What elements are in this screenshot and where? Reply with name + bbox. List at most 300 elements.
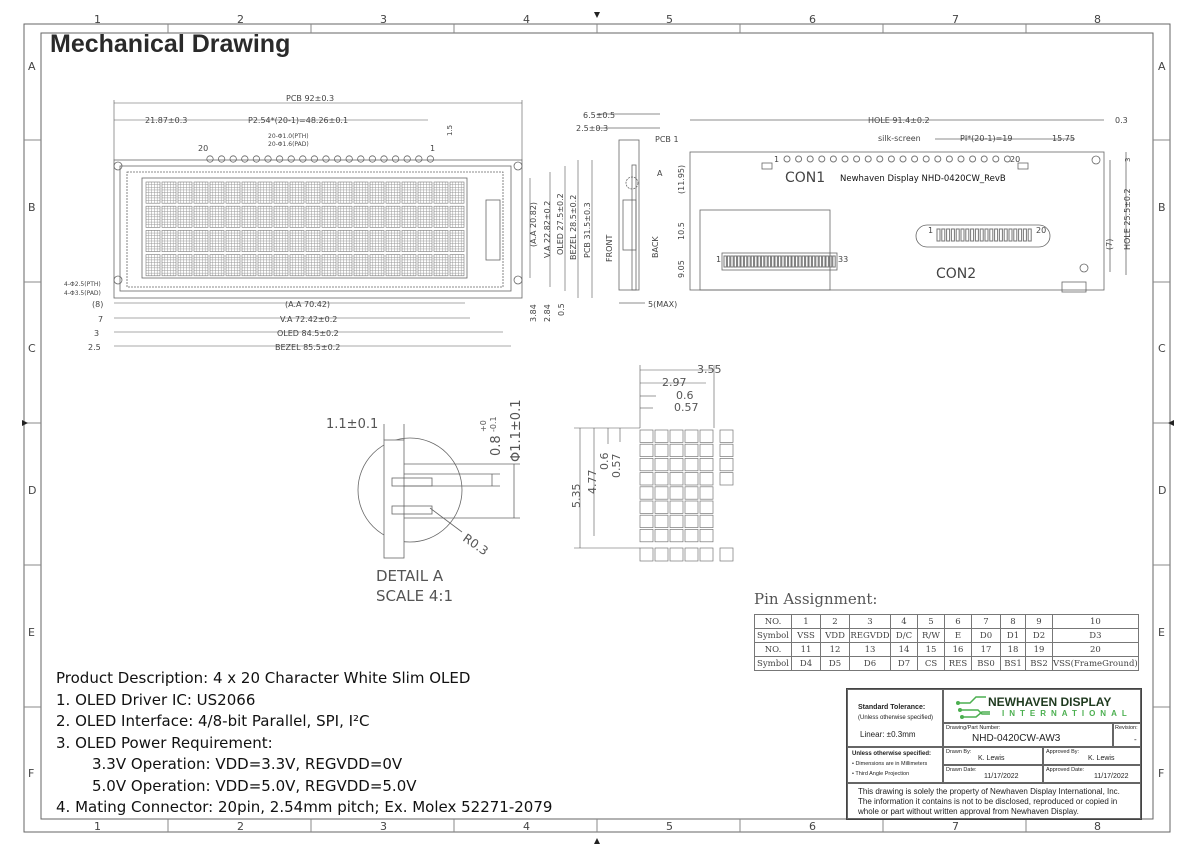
fpc-pad — [738, 256, 740, 267]
char-dot — [700, 458, 713, 470]
pin-hole — [276, 156, 282, 162]
pin-table-cell: D4 — [792, 657, 821, 671]
adjacent-dot — [720, 430, 733, 442]
dim-15-75: 15.75 — [1052, 134, 1075, 143]
pin-table-cell: D/C — [891, 629, 918, 643]
fpc-pad — [795, 256, 797, 267]
fpc-pad — [789, 256, 791, 267]
dim-4-77: 4.77 — [586, 469, 599, 494]
char-dim-labels — [570, 363, 722, 508]
pin-table-cell: 10 — [1053, 615, 1139, 629]
pin-table-cell: BS1 — [1001, 657, 1026, 671]
dim-hole-width: HOLE 91.4±0.2 — [868, 116, 930, 125]
grid-col-label: 1 — [94, 820, 101, 833]
fpc-pad — [806, 256, 808, 267]
cursor-dot — [670, 548, 683, 561]
pin-hole — [807, 156, 813, 162]
pin-hole — [865, 156, 871, 162]
con2-pad — [956, 229, 959, 241]
pin-hole — [993, 156, 999, 162]
char-dot — [700, 430, 713, 442]
pin-table-cell: 19 — [1026, 643, 1053, 657]
fpc-pad — [724, 256, 726, 267]
cursor-dot — [640, 548, 653, 561]
dim-pcb-width: PCB 92±0.3 — [286, 94, 335, 103]
dim-5max: 5(MAX) — [648, 300, 678, 309]
pin-hole — [265, 156, 271, 162]
pin-table-cell: D1 — [1001, 629, 1026, 643]
dim-2-5: 2.5±0.3 — [576, 124, 609, 133]
detail-a-labels — [326, 400, 524, 605]
pin-hole — [416, 156, 422, 162]
revision-label: Revision: — [1115, 725, 1138, 731]
unless-label: (Unless otherwise specified) — [858, 715, 934, 721]
pin-table-row — [755, 657, 1139, 671]
pin-table-cell: 15 — [918, 643, 945, 657]
char-dot — [700, 444, 713, 456]
desc-line: 3.3V Operation: VDD=3.3V, REGVDD=0V — [92, 755, 403, 773]
fpc-connector-pads — [724, 256, 835, 267]
dim-pad: 20-Φ1.6(PAD) — [268, 141, 309, 148]
pin-hole — [888, 156, 894, 162]
fpc-pad — [741, 256, 743, 267]
adjacent-dot — [720, 473, 733, 485]
con2-pad — [990, 229, 993, 241]
pin-hole — [369, 156, 375, 162]
dim-pth4: 4-Φ2.5(PTH) — [64, 281, 101, 288]
pin-table-cell: 20 — [1053, 643, 1139, 657]
char-dot — [640, 473, 653, 485]
part-number: NHD-0420CW-AW3 — [972, 733, 1061, 744]
fpc-pad — [755, 256, 757, 267]
pin-hole — [230, 156, 236, 162]
pin-20-label: 20 — [198, 144, 209, 153]
pin-table-cell: 16 — [945, 643, 972, 657]
char-dot — [640, 487, 653, 499]
dim-bezel-height: BEZEL 28.5±0.2 — [569, 194, 578, 260]
grid-row-label: D — [1158, 484, 1167, 497]
grid-col-label: 3 — [380, 13, 387, 26]
con1-label: CON1 — [785, 170, 826, 186]
char-dot — [640, 501, 653, 513]
units-note: • Dimensions are in Millimeters — [852, 761, 928, 767]
char-dot — [685, 430, 698, 442]
grid-col-label: 4 — [523, 820, 530, 833]
con1-pin1: 1 — [774, 155, 780, 164]
board-label: Newhaven Display NHD-0420CW_RevB — [840, 174, 1006, 184]
pin-hole — [946, 156, 952, 162]
front-dim-lines — [114, 100, 592, 346]
pin-table-cell: R/W — [918, 629, 945, 643]
dim-pitch: P2.54*(20-1)=48.26±0.1 — [248, 116, 349, 125]
grid-col-label: 7 — [952, 820, 959, 833]
pin-hole — [935, 156, 941, 162]
dim-7: (7) — [1105, 238, 1114, 250]
char-dot — [685, 501, 698, 513]
con2-pad — [961, 229, 964, 241]
pin-hole — [958, 156, 964, 162]
dim-0-57: 0.57 — [674, 401, 699, 414]
dim-10-5: 10.5 — [677, 222, 686, 240]
revision-cell — [1113, 723, 1141, 747]
pin-hole — [288, 156, 294, 162]
dim-oled-width: OLED 84.5±0.2 — [277, 329, 339, 338]
dim-1-5: 1.5 — [446, 124, 454, 136]
dim-5-35: 5.35 — [570, 483, 583, 508]
grid-row-label: C — [1158, 342, 1166, 355]
char-cell-dots — [640, 430, 733, 561]
pin-hole — [842, 156, 848, 162]
pin-hole — [912, 156, 918, 162]
desc-line: Product Description: 4 x 20 Character White Slim OLED — [56, 669, 471, 687]
approved-date-value: 11/17/2022 — [1094, 773, 1129, 780]
desc-line: 5.0V Operation: VDD=5.0V, REGVDD=5.0V — [92, 776, 417, 795]
con2-pad — [1019, 229, 1022, 241]
char-dot — [655, 458, 668, 470]
grid-row-label: B — [28, 201, 36, 214]
pin-table-cell: D5 — [821, 657, 850, 671]
char-dot — [670, 458, 683, 470]
brand-sub: INTERNATIONAL — [1002, 709, 1132, 718]
pin-hole — [404, 156, 410, 162]
side-dim-labels — [576, 111, 686, 309]
dim-va-height: V.A 22.82±0.2 — [543, 200, 552, 258]
char-dot — [670, 501, 683, 513]
pin-hole — [981, 156, 987, 162]
char-dot — [670, 515, 683, 527]
char-dot — [685, 487, 698, 499]
pin-table-cell: 9 — [1026, 615, 1053, 629]
dim-pi: PI*(20-1)=19 — [960, 134, 1013, 143]
pin-table-cell: 14 — [891, 643, 918, 657]
desc-line: 4. Mating Connector: 20pin, 2.54mm pitch; Ex. Molex 52271-2079 — [56, 798, 553, 816]
notice-line: The information it contains is not to be disclosed, reproduced or copied in — [858, 797, 1118, 806]
pin-table-cell: D2 — [1026, 629, 1053, 643]
brand-name: NEWHAVEN DISPLAY — [988, 695, 1112, 709]
grid-col-label: 8 — [1094, 820, 1101, 833]
dim-hole-height: HOLE 25.5±0.2 — [1123, 188, 1132, 250]
pin-table-cell: BS2 — [1026, 657, 1053, 671]
fpc-pad — [816, 256, 818, 267]
grid-col-label: 5 — [666, 820, 673, 833]
mount-hole-bl — [114, 276, 122, 284]
pin-hole — [970, 156, 976, 162]
adjacent-dot — [720, 548, 733, 561]
page-title: Mechanical Drawing — [50, 30, 291, 58]
cursor-dot — [685, 548, 698, 561]
pin-table-cell: 5 — [918, 615, 945, 629]
notice-line: This drawing is solely the property of Newhaven Display International, Inc. — [858, 787, 1120, 796]
approved-date-cell — [1043, 765, 1141, 783]
con2-pads — [937, 229, 1031, 241]
drawn-by-value: K. Lewis — [978, 755, 1005, 762]
grid-col-label: 6 — [809, 820, 816, 833]
con2-pin1: 1 — [928, 226, 934, 235]
con2-pad — [966, 229, 969, 241]
pin-table-cell: NO. — [755, 615, 792, 629]
grid-row-label: F — [28, 767, 35, 780]
pin-table-cell: 6 — [945, 615, 972, 629]
approved-by-cell — [1043, 747, 1141, 765]
pin-hole — [207, 156, 213, 162]
detail-a-marker: A — [657, 169, 663, 178]
fpc-pad — [761, 256, 763, 267]
fpc-pad — [782, 256, 784, 267]
pin-table-cell: E — [945, 629, 972, 643]
dim-bezel-width: BEZEL 85.5±0.2 — [275, 343, 341, 352]
con2-pad — [985, 229, 988, 241]
character-matrix — [146, 182, 464, 276]
con2-label: CON2 — [936, 266, 977, 282]
pin-table-cell: BS0 — [972, 657, 1001, 671]
pin-table-cell: Symbol — [755, 657, 792, 671]
back-view — [690, 120, 1126, 292]
pin-table-cell: D3 — [1053, 629, 1139, 643]
dim-0-3: 0.3 — [1115, 116, 1128, 125]
pin-holes-top — [207, 156, 434, 162]
fpc-pad — [765, 256, 767, 267]
con2-pad — [947, 229, 950, 241]
back-label: BACK — [651, 236, 660, 258]
dim-0-6: 0.6 — [676, 389, 694, 402]
pin-hole — [877, 156, 883, 162]
drawn-date-label: Drawn Date: — [946, 767, 977, 773]
char-dot — [685, 515, 698, 527]
pin-hole — [311, 156, 317, 162]
brand-cell — [943, 689, 1141, 723]
pin-table-cell: D0 — [972, 629, 1001, 643]
fpc-pad — [775, 256, 777, 267]
pin-table-cell: Symbol — [755, 629, 792, 643]
fpc-pad — [748, 256, 750, 267]
pin-table-row — [755, 643, 1139, 657]
char-dot — [670, 529, 683, 541]
pin-hole — [300, 156, 306, 162]
fpc-pin33: 33 — [838, 255, 849, 264]
dim-3: 3 — [1124, 157, 1132, 162]
char-dot — [685, 529, 698, 541]
fpc-pad — [799, 256, 801, 267]
char-dot — [700, 515, 713, 527]
unless2-label: Unless otherwise specified: — [852, 751, 932, 757]
pcb1-label: PCB 1 — [655, 135, 679, 144]
dim-0-5: 0.5 — [557, 303, 566, 316]
grid-col-label: 8 — [1094, 13, 1101, 26]
pin-hole — [323, 156, 329, 162]
title-block — [846, 688, 1142, 820]
pin-table-cell: RES — [945, 657, 972, 671]
char-dot — [700, 473, 713, 485]
pin-table-cell: D7 — [891, 657, 918, 671]
fpc-pad — [792, 256, 794, 267]
grid-col-label: 2 — [237, 13, 244, 26]
fpc-pad — [772, 256, 774, 267]
grid-col-label: 5 — [666, 13, 673, 26]
dim-11-95: (11.95) — [677, 164, 686, 194]
con2-pad — [1004, 229, 1007, 241]
char-dot — [670, 473, 683, 485]
pin-1-label: 1 — [430, 144, 436, 153]
cursor-dot — [700, 548, 713, 561]
pin-table-cell: 18 — [1001, 643, 1026, 657]
pin-table-cell: 11 — [792, 643, 821, 657]
char-dot — [700, 487, 713, 499]
fpc-pad — [731, 256, 733, 267]
fpc-pad — [744, 256, 746, 267]
fpc-pad — [833, 256, 835, 267]
con2-pad — [1023, 229, 1026, 241]
char-dot — [670, 444, 683, 456]
pin-table-cell: NO. — [755, 643, 792, 657]
con2-pad — [995, 229, 998, 241]
dim-3-55: 3.55 — [697, 363, 722, 376]
char-dot — [700, 501, 713, 513]
pin-hole — [358, 156, 364, 162]
pin-assignment-table — [754, 614, 1139, 671]
char-dot — [640, 515, 653, 527]
adjacent-dot — [720, 458, 733, 470]
fpc-pad — [727, 256, 729, 267]
cursor-dot — [655, 548, 668, 561]
dim-r0-3: R0.3 — [460, 530, 491, 559]
grid-row-label: A — [28, 60, 36, 73]
con2-pad — [942, 229, 945, 241]
pin-table-cell: CS — [918, 657, 945, 671]
part-label: Drawing/Part Number: — [946, 725, 1001, 731]
grid-row-label: F — [1158, 767, 1165, 780]
pin-table-cell: VSS(FrameGround) — [1053, 658, 1138, 669]
fpc-pad — [758, 256, 760, 267]
dim-2-97: 2.97 — [662, 376, 687, 389]
dim-phi-1-1: Φ1.1±0.1 — [509, 399, 524, 462]
char-dot — [655, 515, 668, 527]
char-dot — [685, 473, 698, 485]
con2-pad — [1014, 229, 1017, 241]
dim-x1: 21.87±0.3 — [145, 116, 188, 125]
linear-tolerance: Linear: ±0.3mm — [860, 730, 916, 739]
grid-row-label: B — [1158, 201, 1166, 214]
dim-0-8: 0.8 — [489, 435, 504, 456]
fpc-pad — [819, 256, 821, 267]
detail-scale: SCALE 4:1 — [376, 587, 453, 605]
con2-pad — [999, 229, 1002, 241]
desc-line: 2. OLED Interface: 4/8-bit Parallel, SPI, I²C — [56, 712, 370, 730]
fpc-pad — [802, 256, 804, 267]
grid-col-label: 1 — [94, 13, 101, 26]
pin-hole — [334, 156, 340, 162]
dim-pth: 20-Φ1.0(PTH) — [268, 133, 309, 140]
fpc-pad — [809, 256, 811, 267]
con2-pad — [1009, 229, 1012, 241]
fpc-pad — [826, 256, 828, 267]
mount-hole-br — [514, 276, 522, 284]
tol-minus: -0.1 — [489, 416, 498, 432]
grid-row-label: E — [1158, 626, 1165, 639]
con2-pad — [980, 229, 983, 241]
fpc-pad — [768, 256, 770, 267]
notice-line: whole or part without written approval from Newhaven Display. — [858, 807, 1079, 816]
pin-table-cell: 17 — [972, 643, 1001, 657]
mount-hole-tr — [514, 162, 522, 170]
grid-row-label: E — [28, 626, 35, 639]
con1-pin20: 20 — [1010, 155, 1021, 164]
dim-b25: 2.5 — [88, 343, 101, 352]
con2-pin20: 20 — [1036, 226, 1047, 235]
grid-col-label: 2 — [237, 820, 244, 833]
dim-3-84: 3.84 — [529, 304, 538, 322]
pin-table-cell: VDD — [821, 629, 850, 643]
dim-0-57v: 0.57 — [610, 453, 623, 478]
dim-va-width: V.A 72.42±0.2 — [280, 315, 338, 324]
approved-by-label: Approved By: — [1046, 749, 1080, 755]
dim-0-6v: 0.6 — [598, 452, 611, 470]
fpc-pin1: 1 — [716, 255, 722, 264]
drawn-date-value: 11/17/2022 — [984, 773, 1019, 780]
pin-hole — [381, 156, 387, 162]
tol-plus: +0 — [479, 420, 488, 432]
con2-pad — [971, 229, 974, 241]
fpc-pad — [785, 256, 787, 267]
pin-hole — [830, 156, 836, 162]
char-dot — [685, 458, 698, 470]
pin-assignment-heading: Pin Assignment: — [754, 590, 878, 608]
dim-9-05: 9.05 — [677, 260, 686, 278]
pin-hole — [218, 156, 224, 162]
approved-date-label: Approved Date: — [1046, 767, 1085, 773]
pin-hole — [796, 156, 802, 162]
dim-pad4: 4-Φ3.5(PAD) — [64, 290, 101, 297]
con2-pad — [1028, 229, 1031, 241]
char-dot — [670, 430, 683, 442]
pin-hole — [253, 156, 259, 162]
notice-cell — [847, 783, 1141, 819]
grid-row-label: C — [28, 342, 36, 355]
drawn-by-label: Drawn By: — [946, 749, 972, 755]
con2-pad — [937, 229, 940, 241]
pin-table-cell: 1 — [792, 615, 821, 629]
units-cell — [847, 747, 943, 783]
tolerance-cell — [847, 689, 943, 747]
fpc-pad — [812, 256, 814, 267]
grid-col-label: 4 — [523, 13, 530, 26]
front-label: FRONT — [605, 234, 614, 262]
fpc-pad — [751, 256, 753, 267]
pin-hole — [427, 156, 433, 162]
part-cell — [943, 723, 1113, 747]
front-dim-labels — [64, 94, 592, 352]
char-dot — [640, 430, 653, 442]
std-tol-label: Standard Tolerance: — [858, 704, 926, 711]
dim-b8: (8) — [92, 300, 104, 309]
fpc-pad — [778, 256, 780, 267]
pin-table-cell: 13 — [850, 643, 891, 657]
char-dot — [655, 487, 668, 499]
dim-b7: 7 — [98, 315, 104, 324]
drawn-by-cell — [943, 747, 1043, 765]
grid-col-label: 7 — [952, 13, 959, 26]
pin-table-cell: 8 — [1001, 615, 1026, 629]
char-dot — [670, 487, 683, 499]
projection-note: • Third Angle Projection — [852, 771, 910, 777]
silk-screen-label: silk-screen — [878, 134, 921, 143]
char-dot — [655, 444, 668, 456]
pin-table-cell: 12 — [821, 643, 850, 657]
grid-col-label: 3 — [380, 820, 387, 833]
char-dot — [655, 529, 668, 541]
pin-hole — [346, 156, 352, 162]
dim-pcb-height: PCB 31.5±0.3 — [583, 202, 592, 258]
back-pin-holes — [784, 156, 1010, 162]
